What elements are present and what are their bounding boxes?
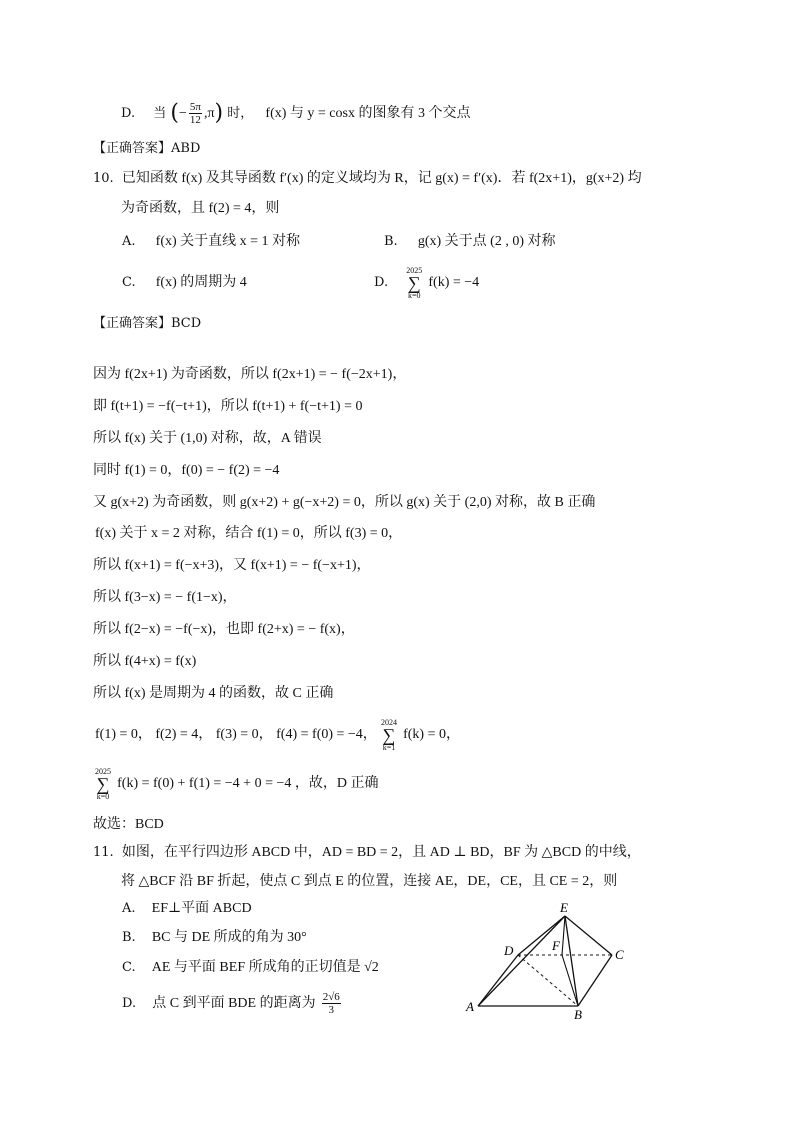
q11-option-c-text: AE 与平面 BEF 所成角的正切值是 √2 [151, 960, 379, 975]
answer-value: ABD [171, 141, 201, 156]
q11-stem-text2: 将 △BCF 沿 BF 折起，使点 C 到点 E 的位置，连接 AE，DE，CE，且 CE = 2，则 [121, 874, 618, 889]
q11-option-d-label: D. [122, 996, 137, 1011]
edge-fb [562, 955, 578, 1006]
label-d: D [504, 943, 514, 958]
q10-option-c-text: f(x) 的周期为 4 [155, 275, 247, 290]
q11-option-b-text: BC 与 DE 所成的角为 30° [151, 930, 307, 945]
solution-line-3: 所以 f(x) 关于 (1,0) 对称，故，A 错误 [93, 431, 322, 446]
solution-line-5: 又 g(x+2) 为奇函数，则 g(x+2) + g(−x+2) = 0，所以 g(x) 关于 (2,0) 对称，故 B 正确 [93, 495, 596, 510]
pyramid-figure [460, 898, 640, 1023]
edge-ec [565, 916, 612, 955]
fraction-5pi-12: $\frac{5\pi}{12}$ [189, 101, 201, 126]
q9-answer [93, 138, 200, 160]
edge-db-dashed [518, 955, 578, 1006]
q10-stem-line1 [93, 168, 642, 190]
summation-icon: 2025 ∑ k=0 [406, 265, 423, 300]
q9-option-d-label: D. [121, 106, 136, 121]
solution-line-11: 所以 f(x) 是周期为 4 的函数，故 C 正确 [93, 686, 334, 701]
q10-option-d-text: f(k) = −4 [428, 275, 480, 290]
answer-tag: 【正确答案】 [93, 316, 172, 331]
interval-open-paren: ( [170, 100, 179, 126]
answer-tag: 【正确答案】 [93, 141, 172, 156]
solution-line-4: 同时 f(1) = 0，f(0) = − f(2) = −4 [93, 463, 280, 478]
q10-answer [93, 313, 201, 335]
q11-option-b [122, 927, 307, 949]
q9-option-d-text: f(x) 与 y = cosx 的图象有 3 个交点 [265, 106, 471, 121]
solution-conclusion: 故选：BCD [93, 817, 164, 832]
q10-option-a [122, 231, 300, 253]
solution-line-9: 所以 f(2−x) = −f(−x)，也即 f(2+x) = − f(x)， [93, 622, 355, 637]
q9-option-d: D. 当 (− $\frac{5\pi}{12}$ ,π) 时， f(x) 与 y = cosx 的图象有 3 个交点 [121, 100, 471, 126]
q10-option-c-label: C. [122, 275, 136, 290]
solution-line-10: 所以 f(4+x) = f(x) [93, 654, 197, 669]
summation-icon: 2024 ∑ k=1 [380, 717, 397, 752]
q11-option-c [122, 957, 379, 979]
q11-option-c-label: C. [122, 960, 136, 975]
q11-stem-line1 [93, 842, 641, 864]
q10-option-b [384, 231, 555, 253]
q11-option-b-label: B. [122, 930, 136, 945]
summation-icon: 2025 ∑ k=0 [95, 766, 111, 801]
label-a: A [466, 999, 474, 1014]
solution-line-6: f(x) 关于 x = 2 对称，结合 f(1) = 0，所以 f(3) = 0， [95, 526, 403, 541]
interval-close-paren: ) [214, 100, 224, 126]
q9-option-d-post: 时， [227, 106, 254, 121]
q11-option-a [122, 898, 252, 920]
q10-stem-text2: 为奇函数，且 f(2) = 4，则 [121, 201, 280, 216]
label-e: E [560, 900, 568, 915]
label-c: C [615, 947, 624, 962]
q11-option-a-text: EF⊥平面 ABCD [151, 901, 252, 916]
solution-line-13-text: f(k) = f(0) + f(1) = −4 + 0 = −4 ，故，D 正确 [117, 776, 379, 791]
solution-line-12-sum: f(k) = 0， [403, 727, 460, 742]
q10-option-a-label: A. [122, 234, 136, 249]
q10-option-b-label: B. [384, 234, 398, 249]
q10-option-d [374, 263, 479, 303]
label-f: F [552, 938, 560, 953]
solution-line-12 [95, 715, 460, 755]
edge-ad [478, 955, 518, 1006]
edge-ea [478, 916, 565, 1006]
q10-option-b-text: g(x) 关于点 (2 , 0) 对称 [417, 234, 556, 249]
q11-stem-line2 [121, 871, 617, 893]
fraction-2root6-3: $\frac{2√6}{3}$ [322, 991, 340, 1016]
solution-line-8: 所以 f(3−x) = − f(1−x)， [93, 590, 237, 605]
q11-option-d [122, 989, 343, 1019]
q10-stem-text1: 已知函数 f(x) 及其导函数 f′(x) 的定义域均为 R，记 g(x) = f′(x)．若 f(2x+1)，g(x+2) 均 [121, 171, 642, 186]
edge-ef [562, 916, 565, 955]
q11-number: 11. [93, 845, 114, 860]
answer-value: BCD [171, 316, 202, 331]
q9-option-d-pre: 当 [153, 106, 167, 121]
q10-option-c [122, 272, 247, 294]
label-b: B [574, 1007, 582, 1022]
solution-line-1: 因为 f(2x+1) 为奇函数，所以 f(2x+1) = − f(−2x+1)， [93, 367, 407, 382]
q11-stem-text1: 如图，在平行四边形 ABCD 中，AD = BD = 2，且 AD ⊥ BD，BF 为 △BCD 的中线， [121, 845, 641, 860]
solution-line-2: 即 f(t+1) = −f(−t+1)，所以 f(t+1) + f(−t+1) = 0 [93, 399, 363, 414]
q10-stem-line2 [121, 198, 279, 220]
q11-option-d-text: 点 C 到平面 BDE 的距离为 [152, 996, 316, 1011]
solution-line-13 [95, 764, 378, 804]
q10-option-d-label: D. [374, 275, 389, 290]
edge-eb [565, 916, 578, 1006]
solution-line-12-values: f(1) = 0， f(2) = 4， f(3) = 0， f(4) = f(0) = −4， [95, 727, 377, 742]
q10-number: 10. [93, 171, 114, 186]
q10-option-a-text: f(x) 关于直线 x = 1 对称 [155, 234, 301, 249]
solution-line-7: 所以 f(x+1) = f(−x+3)，又 f(x+1) = − f(−x+1)， [93, 558, 371, 573]
q11-option-a-label: A. [122, 901, 136, 916]
edge-bc [578, 955, 612, 1006]
